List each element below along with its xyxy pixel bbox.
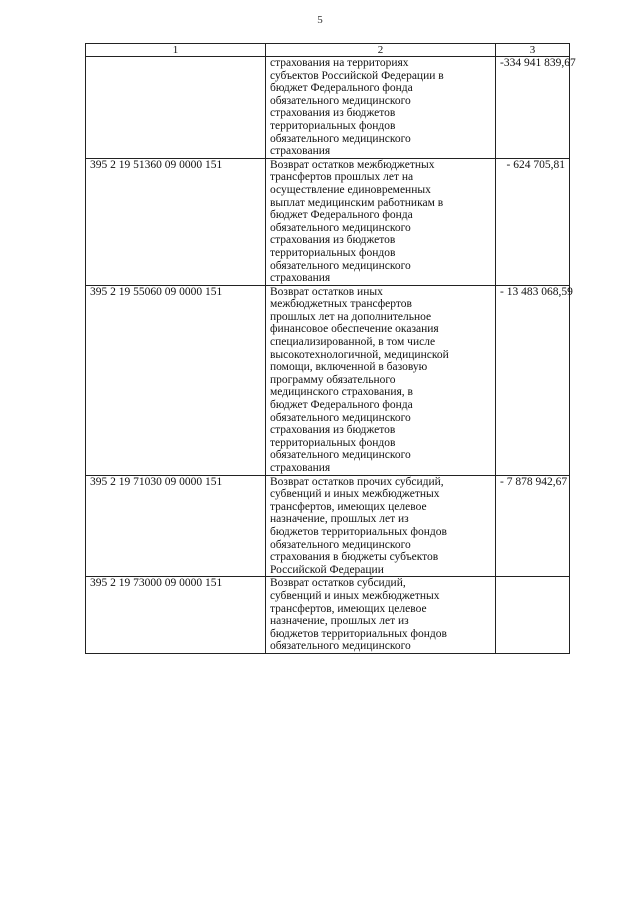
- description-line: специализированной, в том числе: [270, 336, 436, 349]
- table-row: [86, 57, 570, 159]
- column-header-2: 2: [266, 44, 496, 57]
- budget-code-cell: 395 2 19 55060 09 0000 151: [86, 285, 266, 475]
- amount-cell: [496, 577, 570, 654]
- amount-cell: - 13 483 068,59: [496, 285, 570, 475]
- description-line: помощи, включенной в базовую: [270, 361, 428, 374]
- description-line: межбюджетных трансфертов: [270, 298, 412, 311]
- description-line: обязательного медицинского: [270, 538, 411, 551]
- description-line: страхования из бюджетов: [270, 234, 396, 247]
- description-line: трансфертов, имеющих целевое: [270, 500, 427, 513]
- description-cell: [266, 57, 496, 159]
- description-line: обязательного медицинского: [270, 132, 411, 145]
- column-header-3: 3: [496, 44, 570, 57]
- description-line: бюджет Федерального фонда: [270, 399, 413, 412]
- description-cell: [266, 577, 496, 654]
- description-line: финансовое обеспечение оказания: [270, 323, 439, 336]
- description-line: территориальных фондов: [270, 436, 396, 449]
- amount-cell: - 7 878 942,67: [496, 475, 570, 577]
- amount-cell: - 624 705,81: [496, 158, 570, 285]
- table-row: [86, 285, 570, 475]
- page-number: 5: [317, 14, 323, 26]
- description-line: бюджет Федерального фонда: [270, 209, 413, 222]
- description-line: назначение, прошлых лет из: [270, 615, 409, 628]
- budget-table: [85, 43, 576, 654]
- budget-code-cell: [86, 57, 266, 159]
- description-line: территориальных фондов: [270, 119, 396, 132]
- description-line: страхования из бюджетов: [270, 107, 396, 120]
- header-row: [86, 44, 570, 57]
- amount-cell: -334 941 839,67: [496, 57, 570, 159]
- description-line: программу обязательного: [270, 373, 396, 386]
- description-line: медицинского страхования, в: [270, 386, 413, 399]
- description-line: страхования на территориях: [270, 57, 409, 69]
- budget-code-cell: 395 2 19 51360 09 0000 151: [86, 158, 266, 285]
- description-line: страхования: [270, 145, 331, 158]
- description-line: обязательного медицинского: [270, 449, 411, 462]
- description-line: страхования: [270, 272, 331, 285]
- description-line: субвенций и иных межбюджетных: [270, 589, 440, 602]
- description-cell: [266, 285, 496, 475]
- description-line: обязательного медицинского: [270, 94, 411, 107]
- table-row: [86, 158, 570, 285]
- description-line: Возврат остатков прочих субсидий,: [270, 475, 444, 488]
- description-line: высокотехнологичной, медицинской: [270, 348, 449, 361]
- description-line: обязательного медицинского: [270, 640, 411, 653]
- table-row: [86, 577, 570, 654]
- budget-code-cell: 395 2 19 73000 09 0000 151: [86, 577, 266, 654]
- description-cell: [266, 475, 496, 577]
- description-line: субъектов Российской Федерации в: [270, 69, 444, 82]
- description-line: Возврат остатков субсидий,: [270, 577, 406, 590]
- description-line: бюджетов территориальных фондов: [270, 627, 447, 640]
- column-header-1: 1: [86, 44, 266, 57]
- budget-code-cell: 395 2 19 71030 09 0000 151: [86, 475, 266, 577]
- description-line: страхования из бюджетов: [270, 424, 396, 437]
- description-line: территориальных фондов: [270, 246, 396, 259]
- description-line: бюджетов территориальных фондов: [270, 525, 447, 538]
- description-line: обязательного медицинского: [270, 411, 411, 424]
- description-line: прошлых лет на дополнительное: [270, 310, 432, 323]
- description-line: трансфертов, имеющих целевое: [270, 602, 427, 615]
- table-row: [86, 475, 570, 577]
- description-line: обязательного медицинского: [270, 259, 411, 272]
- description-line: обязательного медицинского: [270, 221, 411, 234]
- description-line: Российской Федерации: [270, 563, 384, 576]
- description-line: Возврат остатков межбюджетных: [270, 158, 435, 171]
- description-line: трансфертов прошлых лет на: [270, 171, 414, 184]
- description-line: назначение, прошлых лет из: [270, 513, 409, 526]
- description-line: субвенций и иных межбюджетных: [270, 488, 440, 501]
- description-line: страхования в бюджеты субъектов: [270, 551, 439, 564]
- description-line: Возврат остатков иных: [270, 285, 383, 298]
- description-line: выплат медицинским работникам в: [270, 196, 444, 209]
- description-line: бюджет Федерального фонда: [270, 82, 413, 95]
- description-cell: [266, 158, 496, 285]
- description-line: осуществление единовременных: [270, 183, 431, 196]
- description-line: страхования: [270, 462, 331, 474]
